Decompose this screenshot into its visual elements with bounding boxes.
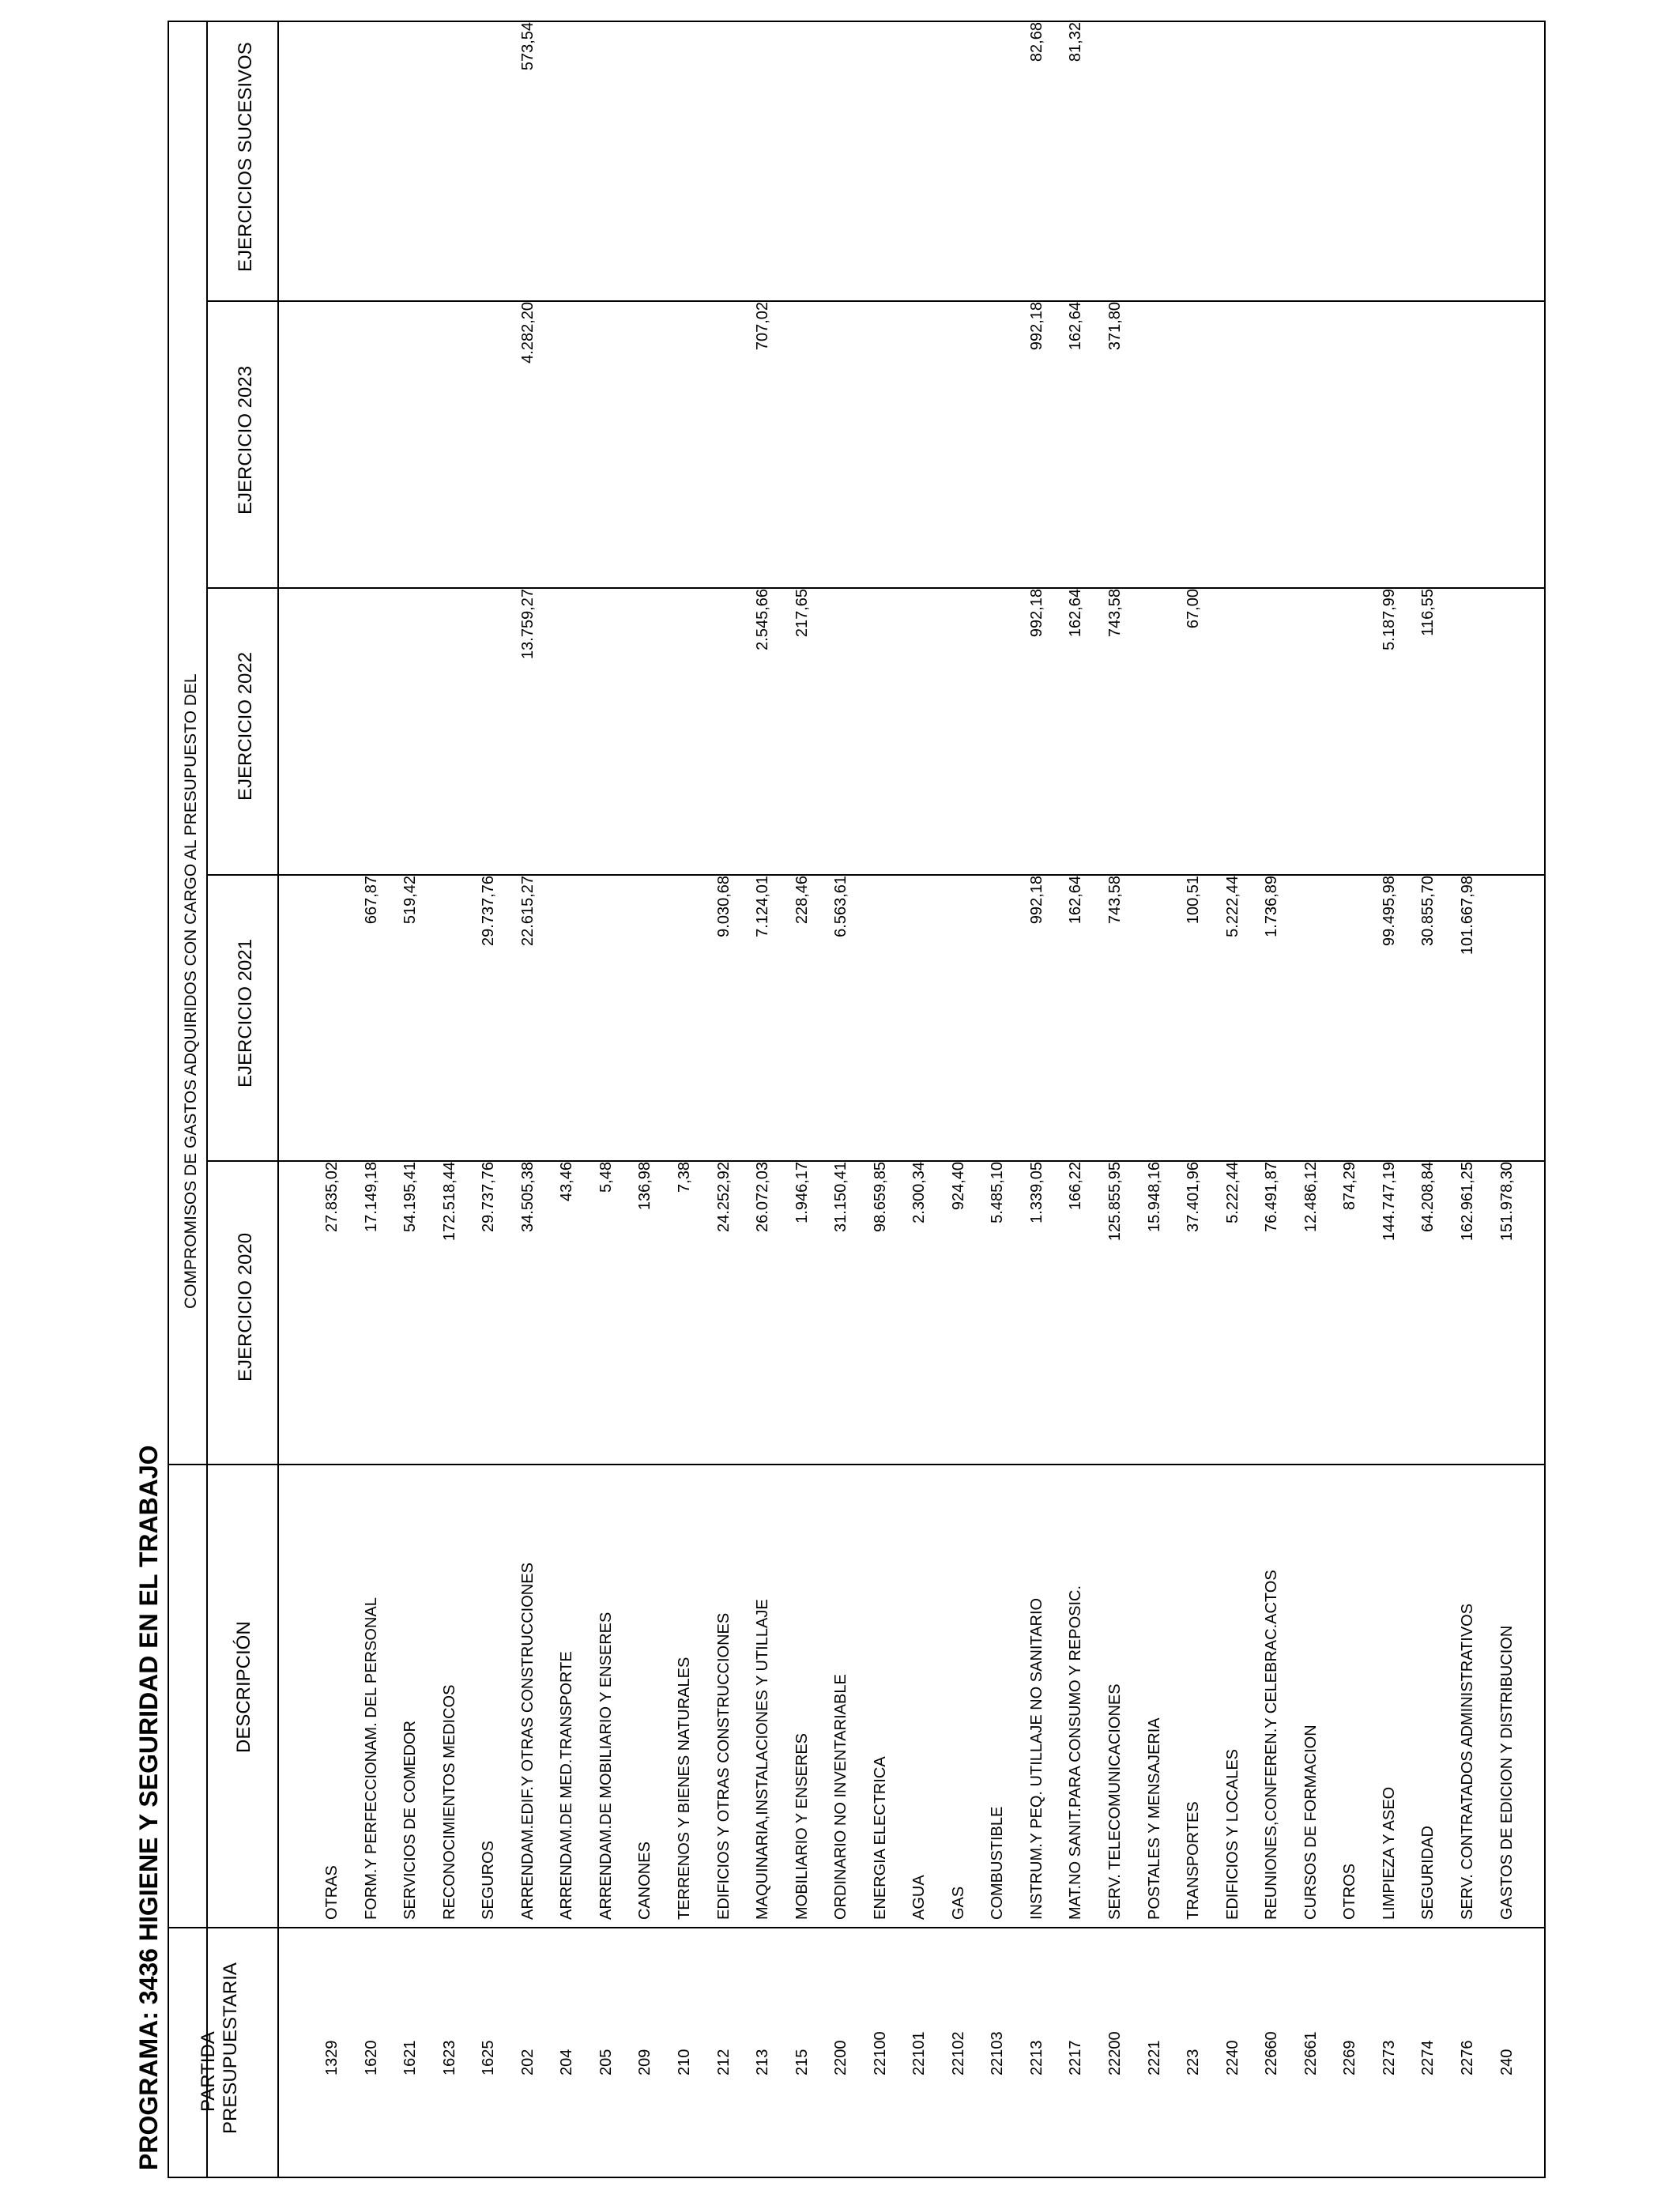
cell-partida: 2200 (832, 2040, 849, 2075)
cell-partida: 212 (715, 2049, 733, 2075)
cell-partida: 2213 (1028, 2040, 1045, 2075)
cell-ej2020: 1.339,05 (1028, 1162, 1045, 1223)
header-compromisos-group: COMPROMISOS DE GASTOS ADQUIRIDOS CON CARGO AL PRESUPUESTO DEL (182, 673, 200, 1309)
cell-descripcion: TERRENOS Y BIENES NATURALES (676, 1657, 693, 1920)
cell-ej2020: 5.222,44 (1224, 1162, 1241, 1223)
cell-partida: 204 (558, 2049, 575, 2075)
col-sep-2023-suc (206, 300, 1546, 302)
header-ejercicio-2022: EJERCICIO 2022 (235, 651, 256, 801)
cell-descripcion: OTRAS (323, 1865, 341, 1920)
cell-partida: 2240 (1224, 2040, 1241, 2075)
cell-ej2020: 54.195,41 (401, 1162, 419, 1232)
cell-descripcion: EDIFICIOS Y LOCALES (1224, 1748, 1241, 1920)
cell-descripcion: ARRENDAM.DE MOBILIARIO Y ENSERES (597, 1612, 615, 1920)
header-rule-right (277, 21, 279, 2178)
cell-partida: 1621 (401, 2040, 419, 2075)
cell-descripcion: AGUA (910, 1875, 928, 1920)
cell-partida: 1329 (323, 2040, 341, 2075)
header-ejercicio-2020: EJERCICIO 2020 (235, 1232, 256, 1382)
cell-descripcion: TRANSPORTES (1185, 1801, 1202, 1920)
cell-ej2020: 64.208,84 (1419, 1162, 1437, 1232)
page-title: PROGRAMA: 3436 HIGIENE Y SEGURIDAD EN EL TRABAJO (134, 1445, 163, 2170)
header-ejercicio-2021: EJERCICIO 2021 (235, 938, 256, 1088)
cell-partida: 22200 (1106, 2031, 1124, 2075)
cell-ej2020: 924,40 (950, 1162, 967, 1211)
cell-descripcion: ORDINARIO NO INVENTARIABLE (832, 1674, 849, 1920)
group-rule (206, 21, 208, 1465)
header-descripcion: DESCRIPCIÓN (233, 1621, 254, 1753)
cell-descripcion: CANONES (636, 1842, 654, 1920)
col-sep-desc-2020 (168, 1464, 1546, 1465)
cell-descripcion: MAQUINARIA,INSTALACIONES Y UTILLAJE (754, 1599, 771, 1920)
cell-ej2021: 667,87 (363, 876, 380, 925)
cell-ej2020: 31.150,41 (832, 1162, 849, 1232)
cell-descripcion: CURSOS DE FORMACION (1302, 1725, 1320, 1920)
cell-partida: 2217 (1067, 2040, 1084, 2075)
cell-ej2021: 162,64 (1067, 876, 1084, 925)
cell-partida: 22661 (1302, 2031, 1320, 2075)
cell-ej2022: 217,65 (793, 589, 811, 638)
cell-partida: 22100 (872, 2031, 889, 2075)
cell-partida: 1623 (441, 2040, 458, 2075)
cell-ej2020: 7,38 (676, 1162, 693, 1193)
cell-descripcion: MAT.NO SANIT.PARA CONSUMO Y REPOSIC. (1067, 1585, 1084, 1920)
cell-ej2023: 707,02 (754, 302, 771, 351)
cell-ej2021: 30.855,70 (1419, 876, 1437, 946)
cell-ej2020: 98.659,85 (872, 1162, 889, 1232)
cell-ej2020: 5.485,10 (989, 1162, 1006, 1223)
cell-descripcion: COMBUSTIBLE (989, 1806, 1006, 1920)
cell-ej2021: 99.495,98 (1381, 876, 1398, 946)
cell-descripcion: MOBILIARIO Y ENSERES (793, 1732, 811, 1920)
cell-partida: 209 (636, 2049, 654, 2075)
cell-ej2020: 125.855,95 (1106, 1162, 1124, 1242)
cell-ej2021: 992,18 (1028, 876, 1045, 925)
cell-ej2023: 992,18 (1028, 302, 1045, 351)
cell-sucesivos: 82,68 (1028, 22, 1045, 62)
cell-ej2020: 874,29 (1341, 1162, 1358, 1211)
cell-descripcion: REUNIONES,CONFEREN.Y CELEBRAC.ACTOS (1263, 1570, 1280, 1920)
cell-descripcion: EDIFICIOS Y OTRAS CONSTRUCCIONES (715, 1612, 733, 1920)
cell-ej2021: 228,46 (793, 876, 811, 925)
cell-sucesivos: 81,32 (1067, 22, 1084, 62)
cell-ej2020: 172.518,44 (441, 1162, 458, 1242)
cell-partida: 22102 (950, 2031, 967, 2075)
cell-ej2020: 76.491,87 (1263, 1162, 1280, 1232)
cell-ej2021: 743,58 (1106, 876, 1124, 925)
cell-ej2020: 12.486,12 (1302, 1162, 1320, 1232)
cell-partida: 240 (1498, 2049, 1516, 2075)
cell-ej2020: 144.747,19 (1381, 1162, 1398, 1242)
cell-ej2020: 1.946,17 (793, 1162, 811, 1223)
cell-descripcion: OTROS (1341, 1863, 1358, 1920)
cell-ej2021: 100,51 (1185, 876, 1202, 925)
cell-ej2020: 151.978,30 (1498, 1162, 1516, 1242)
cell-partida: 215 (793, 2049, 811, 2075)
cell-partida: 205 (597, 2049, 615, 2075)
cell-ej2021: 1.736,89 (1263, 876, 1280, 937)
cell-ej2021: 6.563,61 (832, 876, 849, 937)
col-sep-2022-2023 (206, 587, 1546, 589)
cell-descripcion: SERV. CONTRATADOS ADMINISTRATIVOS (1459, 1603, 1476, 1920)
cell-ej2023: 162,64 (1067, 302, 1084, 351)
cell-ej2020: 43,46 (558, 1162, 575, 1202)
cell-descripcion: SERV. TELECOMUNICACIONES (1106, 1683, 1124, 1920)
cell-descripcion: GASTOS DE EDICION Y DISTRIBUCION (1498, 1625, 1516, 1920)
cell-ej2022: 116,55 (1419, 589, 1437, 636)
cell-ej2020: 15.948,16 (1146, 1162, 1163, 1232)
cell-partida: 2276 (1459, 2040, 1476, 2075)
cell-ej2022: 992,18 (1028, 589, 1045, 638)
header-ejercicio-2023: EJERCICIO 2023 (235, 365, 256, 515)
cell-ej2020: 24.252,92 (715, 1162, 733, 1232)
cell-partida: 1620 (363, 2040, 380, 2075)
cell-ej2021: 101.667,98 (1459, 876, 1476, 956)
cell-descripcion: ARRENDAM.DE MED.TRANSPORTE (558, 1651, 575, 1920)
cell-ej2021: 22.615,27 (519, 876, 537, 946)
cell-ej2020: 26.072,03 (754, 1162, 771, 1232)
cell-partida: 202 (519, 2049, 537, 2075)
cell-ej2020: 37.401,96 (1185, 1162, 1202, 1232)
cell-descripcion: LIMPIEZA Y ASEO (1381, 1786, 1398, 1920)
cell-partida: 210 (676, 2049, 693, 2075)
cell-descripcion: INSTRUM.Y PEQ. UTILLAJE NO SANITARIO (1028, 1597, 1045, 1920)
cell-ej2020: 136,98 (636, 1162, 654, 1211)
cell-descripcion: SEGURIDAD (1419, 1826, 1437, 1920)
cell-ej2022: 162,64 (1067, 589, 1084, 638)
cell-ej2020: 17.149,18 (363, 1162, 380, 1232)
header-partida-2: PRESUPUESTARIA (220, 1962, 241, 2134)
cell-partida: 223 (1185, 2049, 1202, 2075)
cell-descripcion: FORM.Y PERFECCIONAM. DEL PERSONAL (363, 1597, 380, 1920)
cell-ej2023: 371,80 (1106, 302, 1124, 351)
cell-descripcion: POSTALES Y MENSAJERIA (1146, 1717, 1163, 1920)
cell-descripcion: ARRENDAM.EDIF.Y OTRAS CONSTRUCCIONES (519, 1563, 537, 1920)
cell-ej2020: 29.737,76 (480, 1162, 497, 1232)
cell-partida: 22101 (910, 2031, 928, 2075)
cell-ej2022: 13.759,27 (519, 589, 537, 659)
cell-ej2020: 34.505,38 (519, 1162, 537, 1232)
cell-partida: 1625 (480, 2040, 497, 2075)
cell-ej2022: 67,00 (1185, 589, 1202, 629)
cell-ej2023: 4.282,20 (519, 302, 537, 364)
cell-ej2020: 166,22 (1067, 1162, 1084, 1211)
cell-ej2020: 162.961,25 (1459, 1162, 1476, 1242)
cell-partida: 2221 (1146, 2040, 1163, 2075)
cell-ej2022: 2.545,66 (754, 589, 771, 650)
cell-descripcion: GAS (950, 1886, 967, 1920)
cell-ej2021: 5.222,44 (1224, 876, 1241, 937)
cell-ej2020: 27.835,02 (323, 1162, 341, 1232)
cell-partida: 213 (754, 2049, 771, 2075)
cell-partida: 2273 (1381, 2040, 1398, 2075)
cell-sucesivos: 573,54 (519, 22, 537, 71)
cell-partida: 2274 (1419, 2040, 1437, 2075)
cell-descripcion: ENERGIA ELECTRICA (872, 1756, 889, 1920)
cell-descripcion: SERVICIOS DE COMEDOR (401, 1721, 419, 1920)
cell-ej2022: 5.187,99 (1381, 589, 1398, 650)
header-partida: PARTIDA (198, 2031, 219, 2112)
header-ejercicios-sucesivos: EJERCICIOS SUCESIVOS (235, 42, 256, 272)
cell-descripcion: RECONOCIMIENTOS MEDICOS (441, 1684, 458, 1920)
col-sep-partida-desc (168, 1927, 1546, 1928)
cell-partida: 22660 (1263, 2031, 1280, 2075)
cell-descripcion: SEGUROS (480, 1840, 497, 1920)
cell-ej2021: 519,42 (401, 876, 419, 925)
cell-ej2021: 9.030,68 (715, 876, 733, 937)
cell-ej2021: 7.124,01 (754, 876, 771, 937)
cell-ej2021: 29.737,76 (480, 876, 497, 946)
cell-partida: 2269 (1341, 2040, 1358, 2075)
cell-ej2022: 743,58 (1106, 589, 1124, 638)
cell-ej2020: 5,48 (597, 1162, 615, 1193)
cell-ej2020: 2.300,34 (910, 1162, 928, 1223)
cell-partida: 22103 (989, 2031, 1006, 2075)
